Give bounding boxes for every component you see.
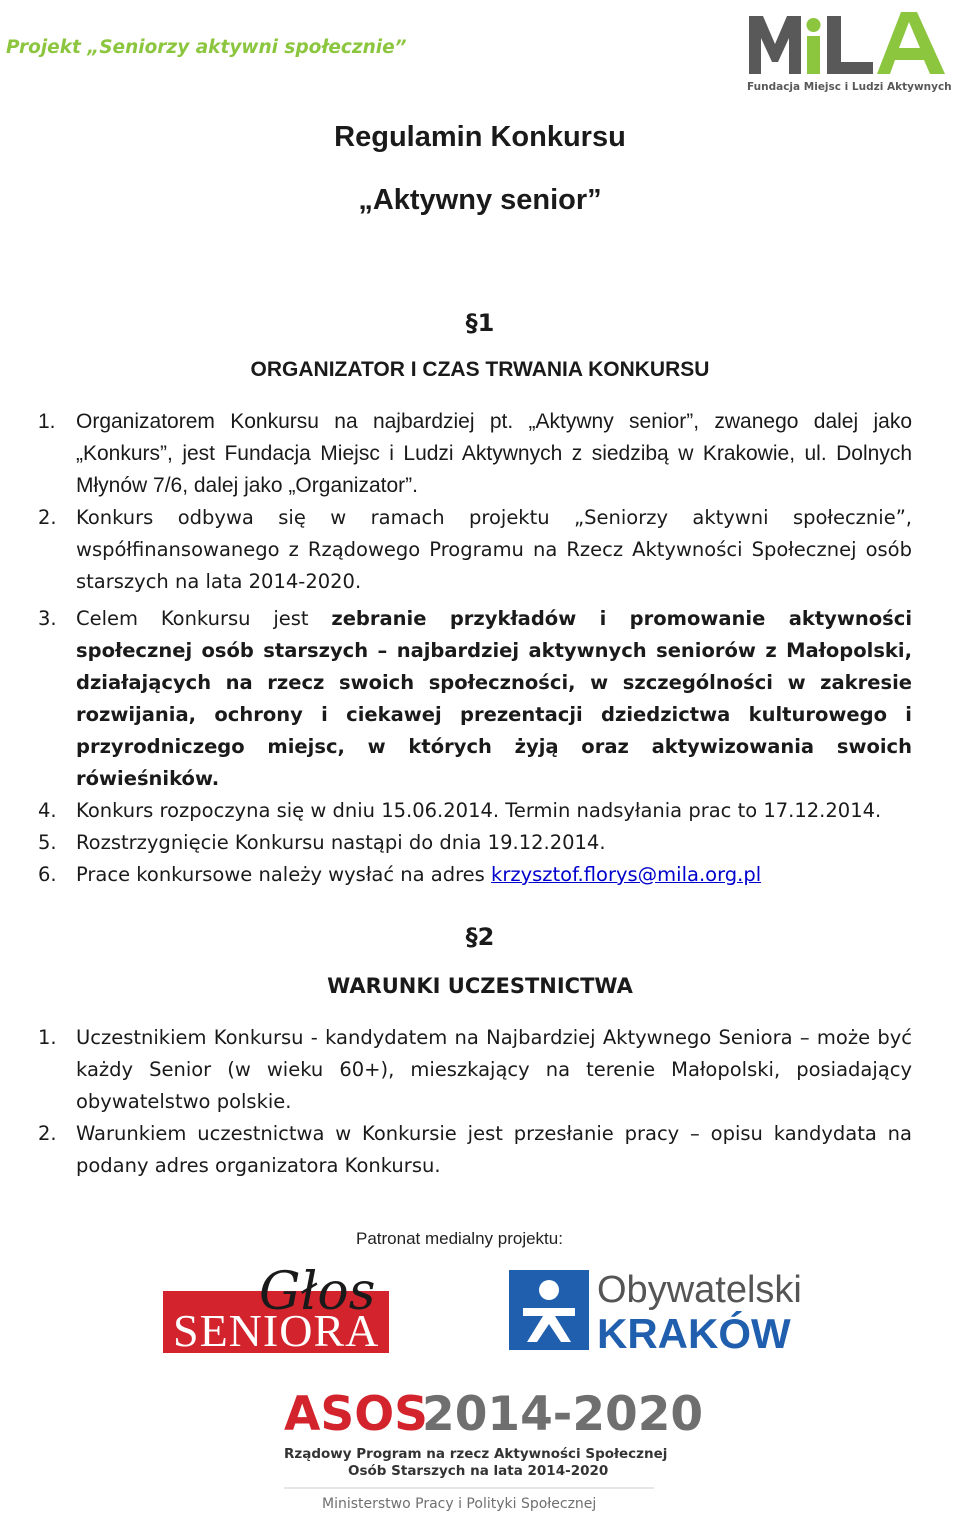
svg-text:Ministerstwo Pracy i Polityki: Ministerstwo Pracy i Polityki Społecznej: [322, 1496, 597, 1512]
section-heading: WARUNKI UCZESTNICTWA: [327, 974, 633, 998]
project-header-label: Projekt „Seniorzy aktywni społecznie”: [6, 37, 407, 58]
list-item: [38, 502, 912, 598]
mila-logo: [745, 6, 955, 94]
mila-logo-subtitle: Fundacja Miejsc i Ludzi Aktywnych: [747, 81, 952, 93]
obywatelski-krakow-logo: [509, 1268, 805, 1357]
list-item: [38, 1118, 912, 1182]
item-number: 6.: [38, 863, 57, 886]
item-text: Konkurs odbywa się w ramach projektu „Seniorzy aktywni społecznie”, współfinansowanego z Rządowego Programu na Rzecz Aktywności Społecznej osób starszych na lata 2014-2020.: [76, 506, 912, 593]
item-text: Rozstrzygnięcie Konkursu nastąpi do dnia 19.12.2014.: [76, 831, 606, 854]
item-number: 1.: [38, 1026, 57, 1049]
list-item: [38, 406, 912, 502]
item-text: Celem Konkursu jest: [76, 607, 332, 630]
list-item: [38, 1022, 912, 1118]
item-text: Organizatorem Konkursu na najbardziej pt. „Aktywny senior”, zwanego dalej jako „Konkurs”, jest Fundacja Miejsc i Ludzi Aktywnych z siedzibą w Krakowie, ul. Dolnych Młynów 7/6, dalej jako „Organizator”.: [76, 410, 912, 497]
section-number: §2: [465, 923, 495, 951]
patronat-label: Patronat medialny projektu:: [356, 1229, 563, 1248]
asos-program-logo: [282, 1384, 704, 1514]
item-text: Uczestnikiem Konkursu - kandydatem na Najbardziej Aktywnego Seniora – może być każdy Senior (w wieku 60+), mieszkający na terenie Małopolski, posiadający obywatelstwo polskie.: [76, 1026, 912, 1113]
list-item: [38, 827, 912, 859]
svg-text:Rządowy Program na rzecz Aktyw: Rządowy Program na rzecz Aktywności Społecznej: [284, 1446, 668, 1462]
section-2-list: [38, 1022, 912, 1182]
list-item: [38, 859, 912, 891]
svg-text:Osób Starszych na lata 2014-20: Osób Starszych na lata 2014-2020: [348, 1463, 609, 1479]
svg-text:SENIORA: SENIORA: [173, 1305, 380, 1356]
item-text: Warunkiem uczestnictwa w Konkursie jest przesłanie pracy – opisu kandydata na podany adres organizatora Konkursu.: [76, 1122, 912, 1177]
item-number: 5.: [38, 831, 57, 854]
list-item: [38, 795, 912, 827]
document-title: Regulamin Konkursu: [334, 121, 626, 153]
item-number: 1.: [38, 410, 56, 433]
section-number: §1: [465, 309, 495, 337]
svg-text:2014-2020: 2014-2020: [422, 1387, 704, 1442]
svg-text:Głos: Głos: [259, 1262, 376, 1322]
list-item: [38, 603, 912, 795]
item-number: 4.: [38, 799, 57, 822]
item-number: 3.: [38, 607, 57, 630]
section-heading: ORGANIZATOR I CZAS TRWANIA KONKURSU: [250, 358, 710, 381]
svg-text:Obywatelski: Obywatelski: [597, 1269, 802, 1311]
svg-text:ASOS: ASOS: [284, 1387, 429, 1442]
item-text: Konkurs rozpoczyna się w dniu 15.06.2014. Termin nadsyłania prac to 17.12.2014.: [76, 799, 882, 822]
section-1-list: [38, 406, 912, 891]
document-subtitle: „Aktywny senior”: [358, 184, 602, 216]
email-link[interactable]: krzysztof.florys@mila.org.pl: [491, 863, 762, 886]
svg-text:KRAKÓW: KRAKÓW: [597, 1310, 791, 1357]
item-number: 2.: [38, 1122, 57, 1145]
item-text: Prace konkursowe należy wysłać na adres: [76, 863, 492, 886]
item-number: 2.: [38, 506, 57, 529]
item-text-bold: zebranie przykładów i promowanie aktywności społecznej osób starszych – najbardziej aktywnych seniorów z Małopolski, działających na rzecz swoich społeczności, w szczególności w zakresie rozwijania, ochrony i ciekawej prezentacji dziedzictwa kulturowego i przyrodniczego miejsc, w których żyją oraz aktywizowania swoich rówieśników.: [76, 607, 913, 790]
glos-seniora-logo: [163, 1253, 389, 1355]
